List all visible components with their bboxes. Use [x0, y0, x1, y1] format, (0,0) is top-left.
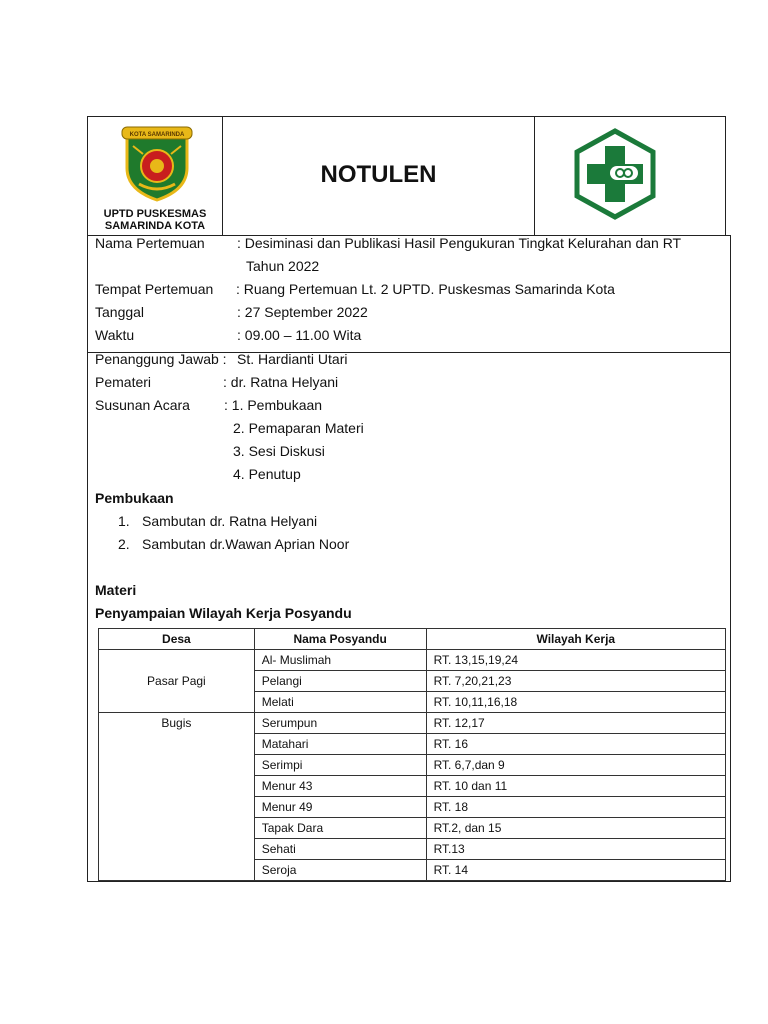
posyandu-cell: Menur 49: [254, 797, 426, 818]
wilayah-cell: RT. 12,17: [426, 713, 725, 734]
table-header-row: [99, 629, 726, 650]
posyandu-cell: Al- Muslimah: [254, 650, 426, 671]
header-nama-posyandu: Nama Posyandu: [254, 629, 426, 650]
pemateri-label: Pemateri: [95, 374, 152, 390]
wilayah-cell: RT. 14: [426, 860, 725, 881]
posyandu-cell: Seroja: [254, 860, 426, 881]
kota-samarinda-emblem-icon: [119, 124, 195, 202]
pembukaan-item-num: 2.: [118, 536, 130, 552]
posyandu-cell: Matahari: [254, 734, 426, 755]
meeting-value-name-cont: Tahun 2022: [246, 258, 320, 274]
header-wilayah-kerja: Wilayah Kerja: [426, 629, 725, 650]
posyandu-cell: Sehati: [254, 839, 426, 860]
pemateri-value: : dr. Ratna Helyani: [223, 374, 339, 390]
wilayah-cell: RT. 10,11,16,18: [426, 692, 725, 713]
susunan-item: 3. Sesi Diskusi: [233, 443, 325, 459]
meeting-label-date: Tanggal: [95, 304, 145, 320]
org-name-line1: UPTD PUSKESMAS: [103, 208, 207, 220]
wilayah-cell: RT. 10 dan 11: [426, 776, 725, 797]
wilayah-cell: RT. 7,20,21,23: [426, 671, 725, 692]
meeting-value-time: : 09.00 – 11.00 Wita: [237, 327, 362, 343]
org-name-line2: SAMARINDA KOTA: [104, 220, 206, 232]
wilayah-cell: RT. 13,15,19,24: [426, 650, 725, 671]
susunan-item: : 1. Pembukaan: [224, 397, 323, 413]
meeting-value-date: : 27 September 2022: [237, 304, 368, 320]
svg-text:KOTA SAMARINDA: KOTA SAMARINDA: [129, 132, 185, 138]
meeting-value-name: : Desiminasi dan Publikasi Hasil Pengukuran Tingkat Kelurahan dan RT: [237, 235, 682, 251]
posyandu-cell: Menur 43: [254, 776, 426, 797]
susunan-item: 2. Pemaparan Materi: [233, 420, 364, 436]
pembukaan-heading: Pembukaan: [95, 490, 174, 506]
materi-subheading: Penyampaian Wilayah Kerja Posyandu: [95, 605, 352, 621]
materi-heading: Materi: [95, 582, 137, 598]
pembukaan-item-text: Sambutan dr. Ratna Helyani: [142, 513, 318, 529]
pj-value: St. Hardianti Utari: [237, 351, 348, 367]
desa-cell: Bugis: [99, 713, 255, 881]
posyandu-cell: Tapak Dara: [254, 818, 426, 839]
posyandu-cell: Serimpi: [254, 755, 426, 776]
table-row: [99, 713, 726, 734]
pembukaan-item-text: Sambutan dr.Wawan Aprian Noor: [142, 536, 350, 552]
susunan-item: 4. Penutup: [233, 466, 301, 482]
header-desa: Desa: [99, 629, 255, 650]
desa-cell: Pasar Pagi: [99, 650, 255, 713]
posyandu-table: [98, 628, 726, 881]
meeting-label-time: Waktu: [95, 327, 135, 343]
wilayah-cell: RT. 18: [426, 797, 725, 818]
posyandu-cell: Melati: [254, 692, 426, 713]
page-title: NOTULEN: [320, 161, 437, 188]
posyandu-cell: Pelangi: [254, 671, 426, 692]
wilayah-cell: RT. 16: [426, 734, 725, 755]
pj-label: Penanggung Jawab :: [95, 351, 227, 367]
puskesmas-cross-logo-icon: [573, 128, 657, 220]
meeting-label-place: Tempat Pertemuan: [95, 281, 214, 297]
meeting-label-name: Nama Pertemuan: [95, 235, 205, 251]
wilayah-cell: RT.13: [426, 839, 725, 860]
wilayah-cell: RT.2, dan 15: [426, 818, 725, 839]
susunan-label: Susunan Acara: [95, 397, 190, 413]
table-row: [99, 650, 726, 671]
pembukaan-item-num: 1.: [118, 513, 130, 529]
posyandu-cell: Serumpun: [254, 713, 426, 734]
wilayah-cell: RT. 6,7,dan 9: [426, 755, 725, 776]
meeting-value-place: : Ruang Pertemuan Lt. 2 UPTD. Puskesmas Samarinda Kota: [236, 281, 615, 297]
